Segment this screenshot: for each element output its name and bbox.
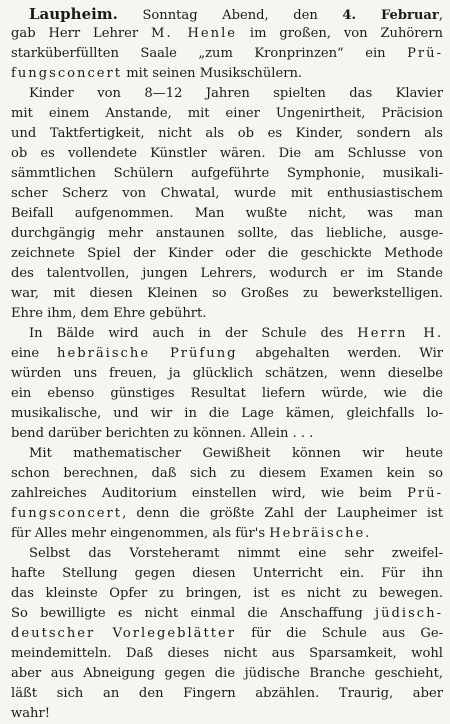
text-segment: starküberfüllten Saale „zum Kronprinzen“ ein [11, 46, 408, 61]
text-segment: läßt sich an den Fingern abzählen. Traurig, aber [11, 686, 443, 701]
text-line [11, 24, 443, 44]
text-line [11, 404, 443, 424]
text-line [11, 424, 443, 444]
text-segment: das kleinste Opfer zu bringen, ist es nicht zu bewegen. [11, 586, 443, 601]
text-line [11, 444, 443, 464]
text-segment: meindemitteln. Daß dieses nicht aus Sparsamkeit, wohl [11, 646, 443, 661]
text-segment: , [438, 8, 443, 23]
text-line [11, 704, 443, 724]
text-line [11, 4, 443, 24]
spaced-emphasis: fungsconcert [11, 506, 123, 521]
spaced-emphasis: jüdisch- [375, 606, 443, 621]
spaced-emphasis: Herrn H. [357, 326, 443, 341]
text-line [11, 624, 443, 644]
text-segment: Mit mathematischer Gewißheit können wir heute [29, 446, 443, 461]
text-segment: Sonntag Abend, den [117, 8, 343, 23]
spaced-emphasis: fungsconcert [11, 66, 123, 81]
text-segment: ob es vollendete Künstler wären. Die am Schlusse von [11, 146, 443, 161]
text-line [11, 484, 443, 504]
text-segment: abgehalten werden. Wir [237, 346, 443, 361]
text-segment: für Alles mehr eingenommen, als für's [11, 526, 270, 541]
text-segment: war, mit diesen Kleinen so Großes zu bewerkstelligen. [11, 286, 443, 301]
article-body [11, 4, 443, 724]
text-segment: 4. Februar [342, 8, 439, 23]
text-line [11, 604, 443, 624]
text-line [11, 104, 443, 124]
text-segment: musikalische, und wir in die Lage kämen, gleichfalls lo- [11, 406, 443, 421]
text-line [11, 664, 443, 684]
text-line [11, 524, 443, 544]
text-segment: Beifall aufgenommen. Man wußte nicht, was man [11, 206, 443, 221]
text-line [11, 684, 443, 704]
spaced-emphasis: deutscher Vorlegeblätter [11, 626, 236, 641]
text-line [11, 464, 443, 484]
text-segment: des talentvollen, jungen Lehrers, wodurch er im Stande [11, 266, 443, 281]
text-segment: ein ebenso günstiges Resultat liefern würde, wie die [11, 386, 443, 401]
text-line [11, 84, 443, 104]
text-line [11, 184, 443, 204]
text-segment: . [365, 526, 370, 541]
text-line [11, 284, 443, 304]
text-segment: wahr! [11, 706, 50, 721]
text-segment: und Taktfertigkeit, nicht als ob es Kinder, sondern als [11, 126, 443, 141]
text-segment: für die Schule aus Ge- [235, 626, 443, 641]
spaced-emphasis: Prü- [407, 46, 443, 61]
text-line [11, 224, 443, 244]
text-segment: scher Scherz von Chwatal, wurde mit enthusiastischem [11, 186, 443, 201]
text-segment: In Bälde wird auch in der Schule des [29, 326, 358, 341]
text-line [11, 504, 443, 524]
text-line [11, 584, 443, 604]
text-line [11, 324, 443, 344]
text-line [11, 264, 443, 284]
text-line [11, 204, 443, 224]
text-line [11, 124, 443, 144]
text-line [11, 144, 443, 164]
text-segment: mit einem Anstande, mit einer Ungenirtheit, Präcision [11, 106, 443, 121]
text-line [11, 244, 443, 264]
text-line [11, 564, 443, 584]
text-segment: würden uns freuen, ja glücklich schätzen, wenn dieselbe [11, 366, 443, 381]
text-line [11, 544, 443, 564]
spaced-emphasis: Hebräische [269, 526, 366, 541]
text-segment: im großen, von Zuhörern [237, 26, 443, 41]
spaced-emphasis: M. Henle [151, 26, 238, 41]
text-segment: gab Herr Lehrer [11, 26, 152, 41]
text-line [11, 304, 443, 324]
text-segment: sämmtlichen Schülern aufgeführte Symphonie, musikali- [11, 166, 443, 181]
text-segment: , denn die größte Zahl der Laupheimer ist [122, 506, 443, 521]
text-line [11, 164, 443, 184]
text-segment: Kinder von 8—12 Jahren spielten das Klavier [29, 86, 443, 101]
text-segment: aber aus Abneigung gegen die jüdische Branche geschieht, [11, 666, 443, 681]
text-segment: hafte Stellung gegen diesen Unterricht ein. Für ihn [11, 566, 443, 581]
text-segment: eine [11, 346, 58, 361]
spaced-emphasis: hebräische Prüfung [57, 346, 238, 361]
text-segment: zeichnete Spiel der Kinder oder die geschickte Methode [11, 246, 443, 261]
text-segment: mit seinen Musikschülern. [122, 66, 303, 81]
text-line [11, 344, 443, 364]
text-line [11, 384, 443, 404]
text-segment: durchgängig mehr anstaunen sollte, das liebliche, ausge- [11, 226, 443, 241]
text-segment: Selbst das Vorsteheramt nimmt eine sehr zweifel- [29, 546, 443, 561]
headline: Laupheim. [29, 5, 118, 23]
text-line [11, 64, 443, 84]
text-segment: So bewilligte es nicht einmal die Anschaffung [11, 606, 376, 621]
text-line [11, 644, 443, 664]
text-segment: bend darüber berichten zu können. Allein . . . [11, 426, 314, 441]
text-segment: schon berechnen, daß sich zu diesem Examen kein so [11, 466, 443, 481]
text-line [11, 364, 443, 384]
spaced-emphasis: Prü- [407, 486, 443, 501]
text-segment: zahlreiches Auditorium einstellen wird, wie beim [11, 486, 408, 501]
text-line [11, 44, 443, 64]
text-segment: Ehre ihm, dem Ehre gebührt. [11, 306, 207, 321]
